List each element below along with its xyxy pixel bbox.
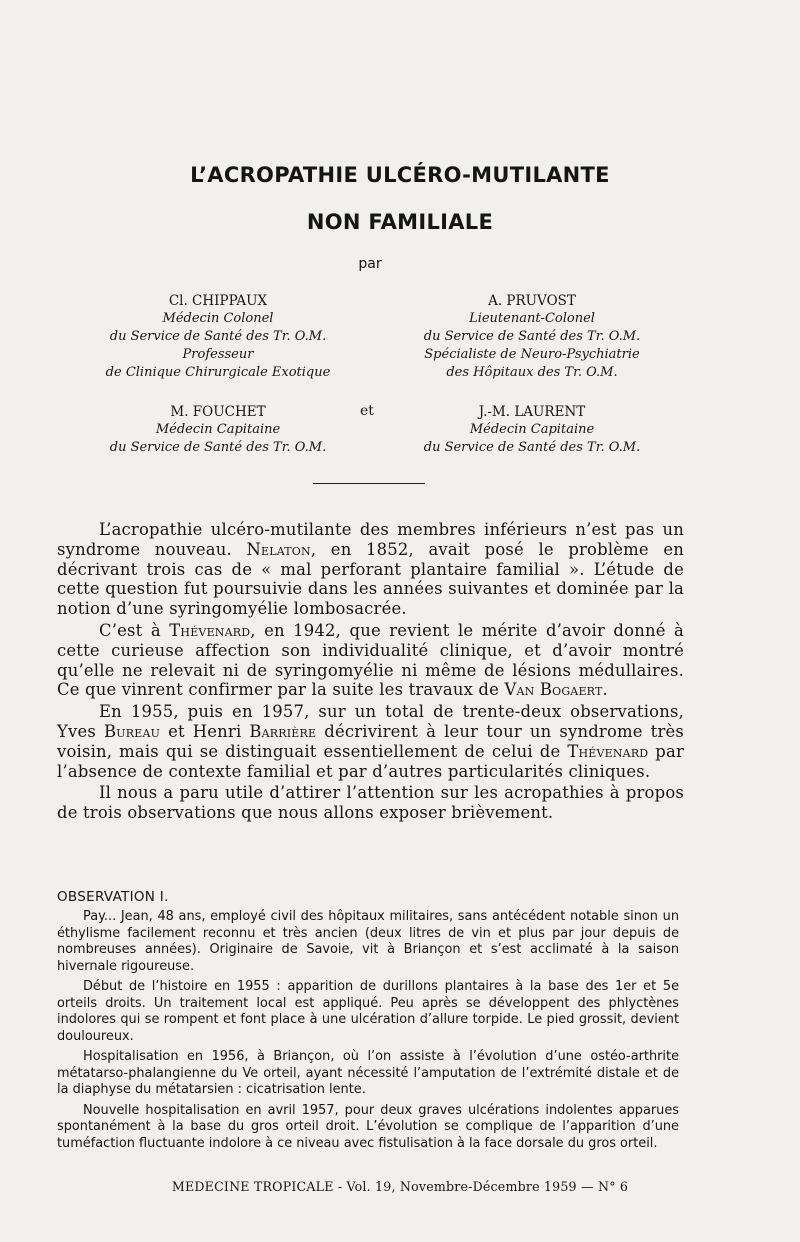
observation-paragraph: Nouvelle hospitalisation en avril 1957, pour deux graves ulcérations indolentes apparues spontanément à la base du gros orteil droit. L’évolution se complique de l’apparition d’une tuméfaction fluctuante indolore à ce niveau avec fistulisation à la face dorsale du gros orteil. — [57, 1102, 679, 1151]
title-line-1: L’ACROPATHIE ULCÉRO-MUTILANTE — [190, 163, 610, 187]
author-role: Professeur — [182, 347, 254, 362]
author-block-fouchet — [88, 403, 348, 457]
author-block-pruvost — [398, 292, 666, 382]
body-paragraph-2: C’est à Thévenard, en 1942, que revient le mérite d’avoir donné à cette curieuse affection son individualité clinique, et d’avoir montré qu’elle ne relevait ni de syringomyélie ni même de lésions médullaires. Ce que vinrent confirmer par la suite les travaux de Van Bogaert. — [57, 620, 684, 700]
author-name: A. PRUVOST — [488, 293, 576, 309]
author-ref-van-bogaert: Van Bogaert — [504, 680, 603, 700]
author-role: du Service de Santé des Tr. O.M. — [109, 329, 327, 344]
separator-rule — [313, 483, 425, 484]
observation-paragraph: Début de l’histoire en 1955 : apparition de durillons plantaires à la base des 1er et 5e orteils droits. Un traitement local est appliqué. Peu après se développent des phlyctènes indolores qui se rompent et font place à une ulcération d’allure torpide. Le pied grossit, devient douloureux. — [57, 979, 679, 1044]
author-ref-thevenard: Thévenard — [169, 620, 251, 640]
journal-footer: MEDECINE TROPICALE - Vol. 19, Novembre-Décembre 1959 — N° 6 — [171, 1179, 629, 1194]
body-paragraph-1: L’acropathie ulcéro-mutilante des membres inférieurs n’est pas un syndrome nouveau. Nelaton, en 1852, avait posé le problème en décrivant trois cas de « mal perforant plantaire familial ». L’étude de cette question fut poursuivie dans les années suivantes et dominée par la notion d’une syringomyélie lombosacrée. — [57, 520, 685, 619]
author-role: du Service de Santé des Tr. O.M. — [423, 440, 641, 455]
author-name: M. FOUCHET — [170, 404, 266, 420]
author-role: du Service de Santé des Tr. O.M. — [109, 440, 327, 455]
observation-paragraph: Pay... Jean, 48 ans, employé civil des hôpitaux militaires, sans antécédent notable sinon un éthylisme facilement reconnu et très ancien (deux litres de vin et plus par jour depuis de nombreuses années). Originaire de Savoie, vit à Briançon et s’est acclimaté à la saison hivernale rigoureuse. — [57, 909, 679, 974]
author-block-laurent — [398, 403, 666, 457]
author-role: Médecin Colonel — [162, 311, 274, 326]
author-ref-bureau: Bureau — [104, 721, 161, 741]
author-role: des Hôpitaux des Tr. O.M. — [446, 365, 618, 380]
article-body — [57, 520, 684, 825]
author-role: Lieutenant-Colonel — [469, 311, 595, 326]
title-line-2: NON FAMILIALE — [306, 210, 494, 234]
author-role: Médecin Capitaine — [469, 422, 595, 437]
par-label: par — [358, 256, 382, 272]
author-role: Spécialiste de Neuro-Psychiatrie — [424, 347, 640, 362]
observation-heading: OBSERVATION I. — [57, 889, 169, 905]
author-ref-barriere: Barrière — [249, 721, 317, 741]
observation-paragraph: Hospitalisation en 1956, à Briançon, où l’on assiste à l’évolution d’une ostéo-arthrite métatarso-phalangienne du Ve orteil, ayant nécessité l’amputation de l’extrémité distale et de la diaphyse du métatarsien : cicatrisation lente. — [57, 1049, 679, 1097]
author-ref-nelaton: Nelaton — [246, 539, 311, 559]
author-role: de Clinique Chirurgicale Exotique — [105, 365, 331, 380]
body-paragraph-4: Il nous a paru utile d’attirer l’attention sur les acropathies à propos de trois observations que nous allons exposer brièvement. — [57, 783, 684, 823]
et-label: et — [360, 403, 374, 419]
author-name: Cl. CHIPPAUX — [168, 293, 268, 309]
author-ref-thevenard: Thévenard — [567, 741, 649, 761]
author-role: du Service de Santé des Tr. O.M. — [423, 329, 641, 344]
author-name: J.-M. LAURENT — [478, 404, 586, 420]
observation-text — [57, 909, 679, 1156]
author-role: Médecin Capitaine — [155, 422, 281, 437]
body-paragraph-3: En 1955, puis en 1957, sur un total de trente-deux observations, Yves Bureau et Henri Barrière décrivirent à leur tour un syndrome très voisin, mais qui se distinguait essentiellement de celui de Thévenard par l’absence de contexte familial et par d’autres particularités cliniques. — [57, 702, 685, 781]
author-block-chippaux — [88, 292, 348, 382]
